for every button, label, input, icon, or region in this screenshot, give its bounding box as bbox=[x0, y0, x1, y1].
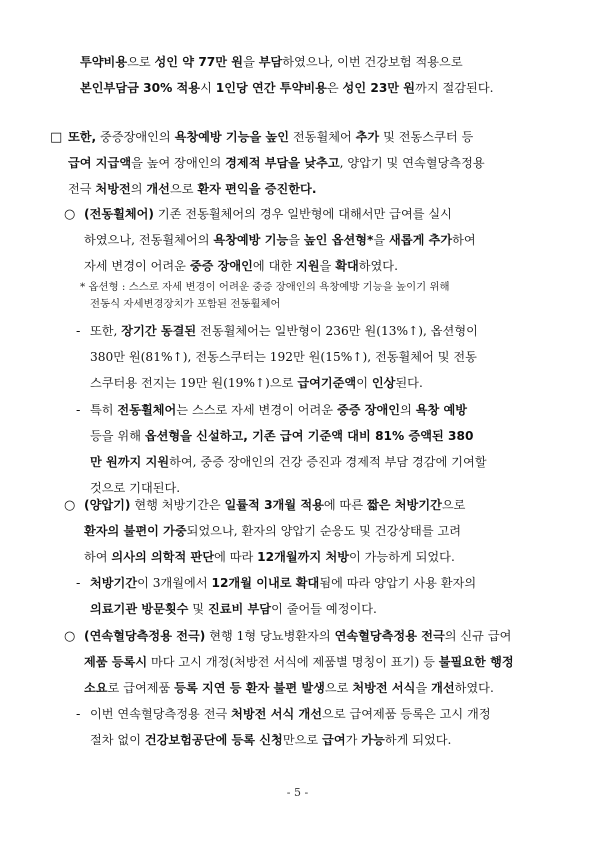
bold-phrase: 환자 편익을 증진한다. bbox=[197, 182, 317, 196]
text-line bbox=[84, 201, 544, 227]
bold-phrase: 일률적 3개월 적용 bbox=[224, 498, 324, 512]
text-run: 현행 1형 당뇨병환자의 bbox=[205, 629, 335, 643]
paragraph-cpap-benefit bbox=[90, 570, 542, 622]
text-run: 하였으나, 이번 건강보험 적용으로 bbox=[282, 55, 463, 69]
bold-phrase: 성인 약 77만 원 bbox=[154, 55, 244, 69]
text-run: 을 bbox=[243, 55, 259, 69]
square-bullet-icon: □ bbox=[50, 130, 63, 145]
text-run: 이 가능하게 되었다. bbox=[349, 550, 455, 564]
text-run: 된다. bbox=[395, 376, 423, 390]
text-run: 에 따른 bbox=[323, 498, 367, 512]
text-run: 등을 위해 bbox=[90, 429, 145, 443]
dash-bullet-icon: - bbox=[76, 403, 81, 418]
page-number: - 5 - bbox=[286, 786, 309, 799]
bold-phrase: 가능 bbox=[361, 733, 385, 747]
text-line bbox=[90, 344, 542, 370]
text-line bbox=[84, 623, 544, 649]
text-run: 마다 고시 개정(처방전 서식에 제품별 명칭이 표기) 등 bbox=[147, 655, 439, 669]
text-line bbox=[90, 370, 542, 396]
bold-phrase: 등록 지연 등 환자 불편 발생 bbox=[174, 681, 325, 695]
text-line bbox=[90, 570, 542, 596]
text-run: 으로 bbox=[127, 55, 155, 69]
text-run: 하여, 중증 장애인의 건강 증진과 경제적 부담 경감에 기여할 bbox=[169, 455, 487, 469]
bold-phrase: 인상 bbox=[371, 376, 396, 390]
text-run: 으로 bbox=[324, 681, 353, 695]
text-line bbox=[84, 544, 544, 570]
bold-phrase: 새롭게 추가 bbox=[389, 233, 453, 247]
text-run: 하였다. bbox=[358, 259, 398, 273]
bold-phrase: 옵션형을 신설하고, 기존 급여 기준액 대비 81% 증액된 380 bbox=[144, 429, 474, 443]
text-line bbox=[90, 397, 542, 423]
text-line bbox=[80, 49, 540, 75]
bold-phrase: 개선 bbox=[431, 681, 455, 695]
text-run: 절차 없이 bbox=[90, 733, 145, 747]
text-line bbox=[84, 675, 544, 701]
bold-phrase: 급여 bbox=[322, 733, 346, 747]
text-line bbox=[90, 727, 542, 753]
bold-phrase: 높인 옵션형* bbox=[303, 233, 374, 247]
bold-phrase: 12개월 이내로 확대 bbox=[211, 576, 320, 590]
text-run: 현행 처방기간은 bbox=[130, 498, 225, 512]
bold-phrase: 경제적 부담을 낮추고 bbox=[225, 156, 340, 170]
text-run: 됨에 따라 양압기 사용 환자의 bbox=[319, 576, 477, 590]
text-line bbox=[68, 150, 546, 176]
paragraph-wheelchair-support bbox=[90, 397, 542, 501]
text-run: 는 스스로 자세 변경이 어려운 bbox=[176, 403, 337, 417]
bold-phrase: 만 원까지 지원 bbox=[90, 455, 170, 469]
bold-phrase: (연속혈당측정용 전극) bbox=[84, 629, 206, 643]
text-run: 하여 bbox=[452, 233, 476, 247]
text-run: 을 bbox=[288, 233, 304, 247]
text-run: 하였다. bbox=[454, 681, 494, 695]
bold-phrase: 처방전 bbox=[95, 182, 131, 196]
paragraph-price-increase bbox=[90, 318, 542, 396]
bold-phrase: 짧은 처방기간 bbox=[366, 498, 442, 512]
bold-phrase: 진료비 부담 bbox=[207, 602, 272, 616]
circle-bullet-icon: ○ bbox=[64, 629, 76, 644]
bold-phrase: 전동휠체어 bbox=[117, 403, 177, 417]
bold-phrase: 추가 bbox=[355, 130, 380, 144]
bold-phrase: (전동휠체어) bbox=[84, 207, 155, 221]
text-line bbox=[84, 492, 544, 518]
text-run: 을 bbox=[415, 681, 432, 695]
paragraph-glucose-sensor bbox=[84, 623, 544, 701]
bold-phrase: 처방전 서식 개선 bbox=[231, 707, 323, 721]
text-run: 것으로 기대된다. bbox=[90, 481, 181, 495]
bold-phrase: 성인 23만 원 bbox=[342, 81, 416, 95]
bold-phrase: 의사의 의학적 판단 bbox=[111, 550, 215, 564]
bold-phrase: 불필요한 행정 bbox=[438, 655, 514, 669]
text-line bbox=[90, 596, 542, 622]
text-run: 을 bbox=[373, 233, 390, 247]
text-run: 380만 원(81%↑), 전동스쿠터는 192만 원(15%↑), 전동휠체어 및 전동 bbox=[90, 350, 477, 364]
text-run: 에 따라 bbox=[214, 550, 258, 564]
text-run: 스쿠터용 전지는 19만 원(19%↑)으로 bbox=[90, 376, 298, 390]
text-line bbox=[68, 176, 546, 202]
bold-phrase: 12개월까지 처방 bbox=[257, 550, 350, 564]
text-line bbox=[90, 449, 542, 475]
text-run: 으로 급여제품 등록은 고시 개정 bbox=[322, 707, 491, 721]
text-run: 가 bbox=[345, 733, 362, 747]
circle-bullet-icon: ○ bbox=[64, 498, 76, 513]
text-run: 만으로 bbox=[282, 733, 323, 747]
text-line bbox=[68, 124, 546, 150]
paragraph-overview bbox=[68, 124, 546, 202]
text-run: 전동휠체어 bbox=[289, 130, 356, 144]
bold-phrase: 1인당 연간 투약비용 bbox=[215, 81, 327, 95]
text-line bbox=[84, 227, 544, 253]
text-run: 자세 변경이 어려운 bbox=[84, 259, 190, 273]
footnote-option-type bbox=[80, 279, 540, 313]
bold-phrase: 욕창예방 기능을 높인 bbox=[174, 130, 290, 144]
bold-phrase: (양압기) bbox=[84, 498, 131, 512]
bold-phrase: 투약비용 bbox=[80, 55, 128, 69]
text-run: 의 bbox=[400, 403, 416, 417]
text-run: 전동휠체어는 일반형이 236만 원(13%↑), 옵션형이 bbox=[196, 324, 478, 338]
text-run: 로 급여제품 bbox=[107, 681, 175, 695]
text-run: 까지 절감된다. bbox=[415, 81, 494, 95]
text-line bbox=[80, 75, 540, 101]
text-run: 기존 전동휠체어의 경우 일반형에 대해서만 급여를 실시 bbox=[154, 207, 452, 221]
bold-phrase: 소요 bbox=[84, 681, 108, 695]
text-run: 되었으나, 환자의 양압기 순응도 및 건강상태를 고려 bbox=[186, 524, 462, 538]
text-run: 을 bbox=[319, 259, 336, 273]
bold-phrase: 처방전 서식 bbox=[352, 681, 416, 695]
bold-phrase: 건강보험공단에 등록 신청 bbox=[144, 733, 283, 747]
bold-phrase: 중증 장애인 bbox=[336, 403, 401, 417]
text-run: 의 신규 급여 bbox=[444, 629, 512, 643]
bold-phrase: 급여 지급액 bbox=[68, 156, 132, 170]
text-run: 이 bbox=[356, 376, 372, 390]
bold-phrase: 급여기준액 bbox=[297, 376, 357, 390]
note-line: 전동식 자세변경장치가 포함된 전동휠체어 bbox=[90, 298, 281, 310]
text-line bbox=[84, 649, 544, 675]
text-line bbox=[84, 253, 544, 279]
text-run: 에 대한 bbox=[252, 259, 296, 273]
paragraph-cost-continued bbox=[80, 49, 540, 101]
bold-phrase: 의료기관 방문횟수 bbox=[90, 602, 189, 616]
bold-phrase: 확대 bbox=[335, 259, 359, 273]
circle-bullet-icon: ○ bbox=[64, 207, 76, 222]
bold-phrase: 지원 bbox=[296, 259, 320, 273]
bold-phrase: 환자의 불편이 가중 bbox=[84, 524, 187, 538]
text-run: 또한, bbox=[90, 324, 122, 338]
paragraph-wheelchair bbox=[84, 201, 544, 279]
bold-phrase: 욕창예방 기능 bbox=[213, 233, 289, 247]
bold-phrase: 중증 장애인 bbox=[189, 259, 253, 273]
bold-phrase: 장기간 동결된 bbox=[121, 324, 197, 338]
bold-phrase: 제품 등록시 bbox=[84, 655, 148, 669]
text-run: 및 bbox=[188, 602, 208, 616]
text-run: 이번 연속혈당측정용 전극 bbox=[90, 707, 232, 721]
text-run: 하게 되었다. bbox=[384, 733, 452, 747]
note-line: * 옵션형 : 스스로 자세 변경이 어려운 중증 장애인의 욕창예방 기능을 높이기 위해 bbox=[80, 281, 450, 293]
dash-bullet-icon: - bbox=[76, 324, 81, 339]
text-run: 이 3개월에서 bbox=[137, 576, 212, 590]
dash-bullet-icon: - bbox=[76, 707, 81, 722]
bold-phrase: 처방기간 bbox=[90, 576, 138, 590]
dash-bullet-icon: - bbox=[76, 576, 81, 591]
text-run: , 양압기 및 연속혈당측정용 bbox=[339, 156, 485, 170]
text-run: 전극 bbox=[68, 182, 96, 196]
text-run: 으로 bbox=[169, 182, 198, 196]
text-line bbox=[90, 423, 542, 449]
text-run: 특히 bbox=[90, 403, 118, 417]
paragraph-cpap bbox=[84, 492, 544, 570]
bold-phrase: 개선 bbox=[146, 182, 170, 196]
text-run: 으로 bbox=[441, 498, 466, 512]
text-line bbox=[90, 701, 542, 727]
text-run: 하여 bbox=[84, 550, 112, 564]
text-run: 의 bbox=[130, 182, 147, 196]
text-run: 하였으나, 전동휠체어의 bbox=[84, 233, 214, 247]
bold-phrase: 부담 bbox=[258, 55, 283, 69]
text-run: 중증장애인의 bbox=[96, 130, 175, 144]
text-run: 이 줄어들 예정이다. bbox=[271, 602, 377, 616]
text-line bbox=[90, 318, 542, 344]
text-run: 을 높여 장애인의 bbox=[131, 156, 226, 170]
text-run: 및 전동스쿠터 등 bbox=[379, 130, 474, 144]
text-line bbox=[84, 518, 544, 544]
bold-phrase: 또한, bbox=[68, 130, 97, 144]
bold-phrase: 본인부담금 30% 적용 bbox=[80, 81, 201, 95]
paragraph-glucose-benefit bbox=[90, 701, 542, 753]
bold-phrase: 욕창 예방 bbox=[415, 403, 468, 417]
text-run: 은 bbox=[326, 81, 343, 95]
text-run: 시 bbox=[200, 81, 216, 95]
bold-phrase: 연속혈당측정용 전극 bbox=[334, 629, 445, 643]
